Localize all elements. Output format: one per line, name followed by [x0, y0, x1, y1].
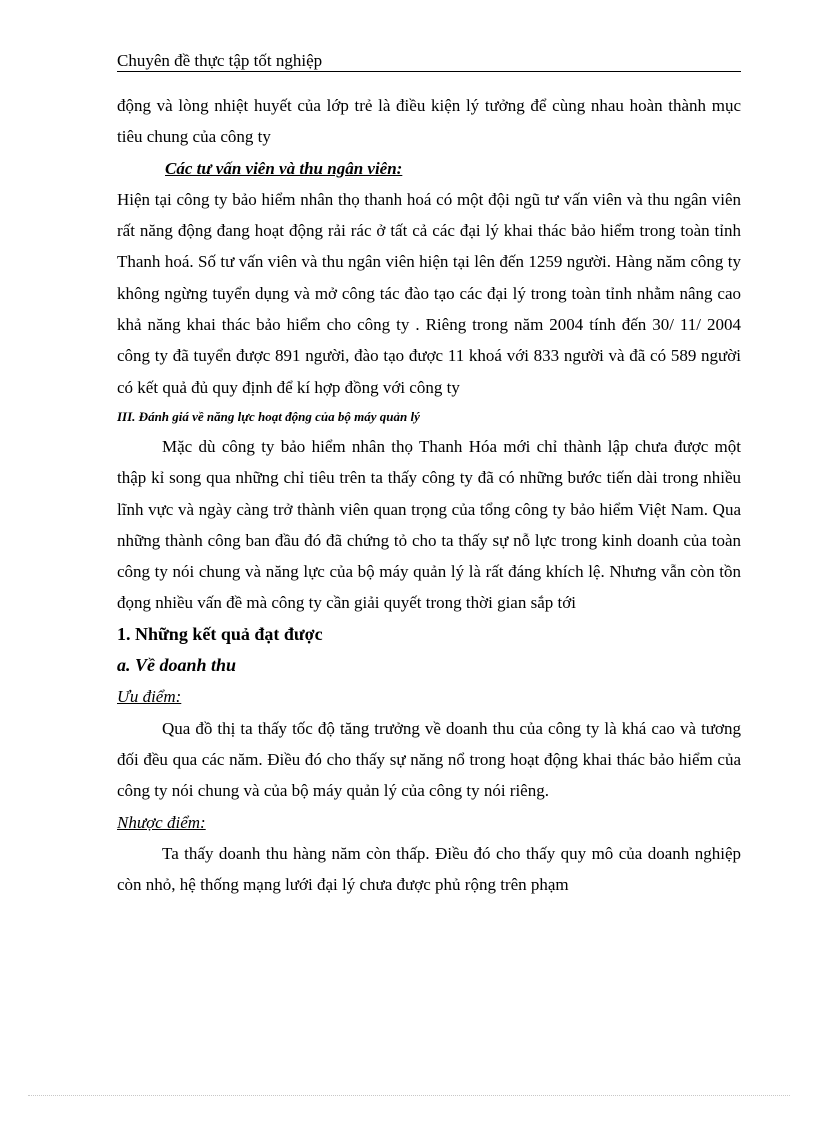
heading-results: 1. Những kết quả đạt được: [117, 623, 323, 644]
heading-revenue: a. Về doanh thu: [117, 655, 237, 676]
paragraph-advantages: Qua đồ thị ta thấy tốc độ tăng trưởng về doanh thu của công ty là khá cao và tương đối đều qua các năm. Điều đó cho thấy sự năng nổ trong hoạt động khai thác bảo hiểm của công ty nói chung và của bộ máy quản lý của công ty nói riêng.: [117, 718, 741, 801]
paragraph-continuation: động và lòng nhiệt huyết của lớp trẻ là điều kiện lý tưởng để cùng nhau hoàn thành mục tiêu chung của công ty: [117, 96, 741, 147]
paragraph-evaluation: Mặc dù công ty bảo hiểm nhân thọ Thanh Hóa mới chỉ thành lập chưa được một thập kỉ song qua những chỉ tiêu trên ta thấy công ty đã có những bước tiến dài trong nhiều lĩnh vực và ngày càng trở thành viên quan trọng của tổng công ty bảo hiểm Việt Nam. Qua những thành công ban đầu đó đã chứng tỏ cho ta thấy sự nỗ lực trong kinh doanh của toàn công ty nói chung và năng lực của bộ máy quản lý là rất đáng khích lệ. Nhưng vẫn còn tồn đọng nhiều vấn đề mà công ty cần giải quyết trong thời gian sắp tới: [117, 436, 741, 613]
label-disadvantages: Nhược điểm:: [117, 812, 206, 832]
heading-advisors: Các tư vấn viên và thu ngân viên:: [165, 158, 403, 178]
paragraph-disadvantages: Ta thấy doanh thu hàng năm còn thấp. Điều đó cho thấy quy mô của doanh nghiệp còn nhỏ, hệ thống mạng lưới đại lý chưa được phủ rộng trên phạm: [117, 843, 741, 895]
page-content: [117, 90, 741, 900]
paragraph-advisors: Hiện tại công ty bảo hiểm nhân thọ thanh hoá có một đội ngũ tư vấn viên và thu ngân viên rất năng động đang hoạt động rải rác ở tất cả các đại lý khai thác bảo hiểm trong toàn tỉnh Thanh hoá. Số tư vấn viên và thu ngân viên hiện tại lên đến 1259 người. Hàng năm công ty không ngừng tuyển dụng và mở công tác đào tạo các đại lý trong toàn tỉnh nhằm nâng cao khả năng khai thác bảo hiểm cho công ty . Riêng trong năm 2004 tính đến 30/ 11/ 2004 công ty đã tuyển được 891 người, đào tạo được 11 khoá với 833 người và đã có 589 người có kết quả đủ quy định để kí hợp đồng với công ty: [117, 189, 741, 397]
heading-section-3: III. Đánh giá về năng lực hoạt động của bộ máy quản lý: [117, 408, 420, 424]
page-header: Chuyên đề thực tập tốt nghiệp: [117, 51, 323, 70]
header-divider: [117, 71, 741, 72]
page-bottom-border: [28, 1095, 790, 1096]
label-advantages: Ưu điểm:: [117, 687, 182, 707]
